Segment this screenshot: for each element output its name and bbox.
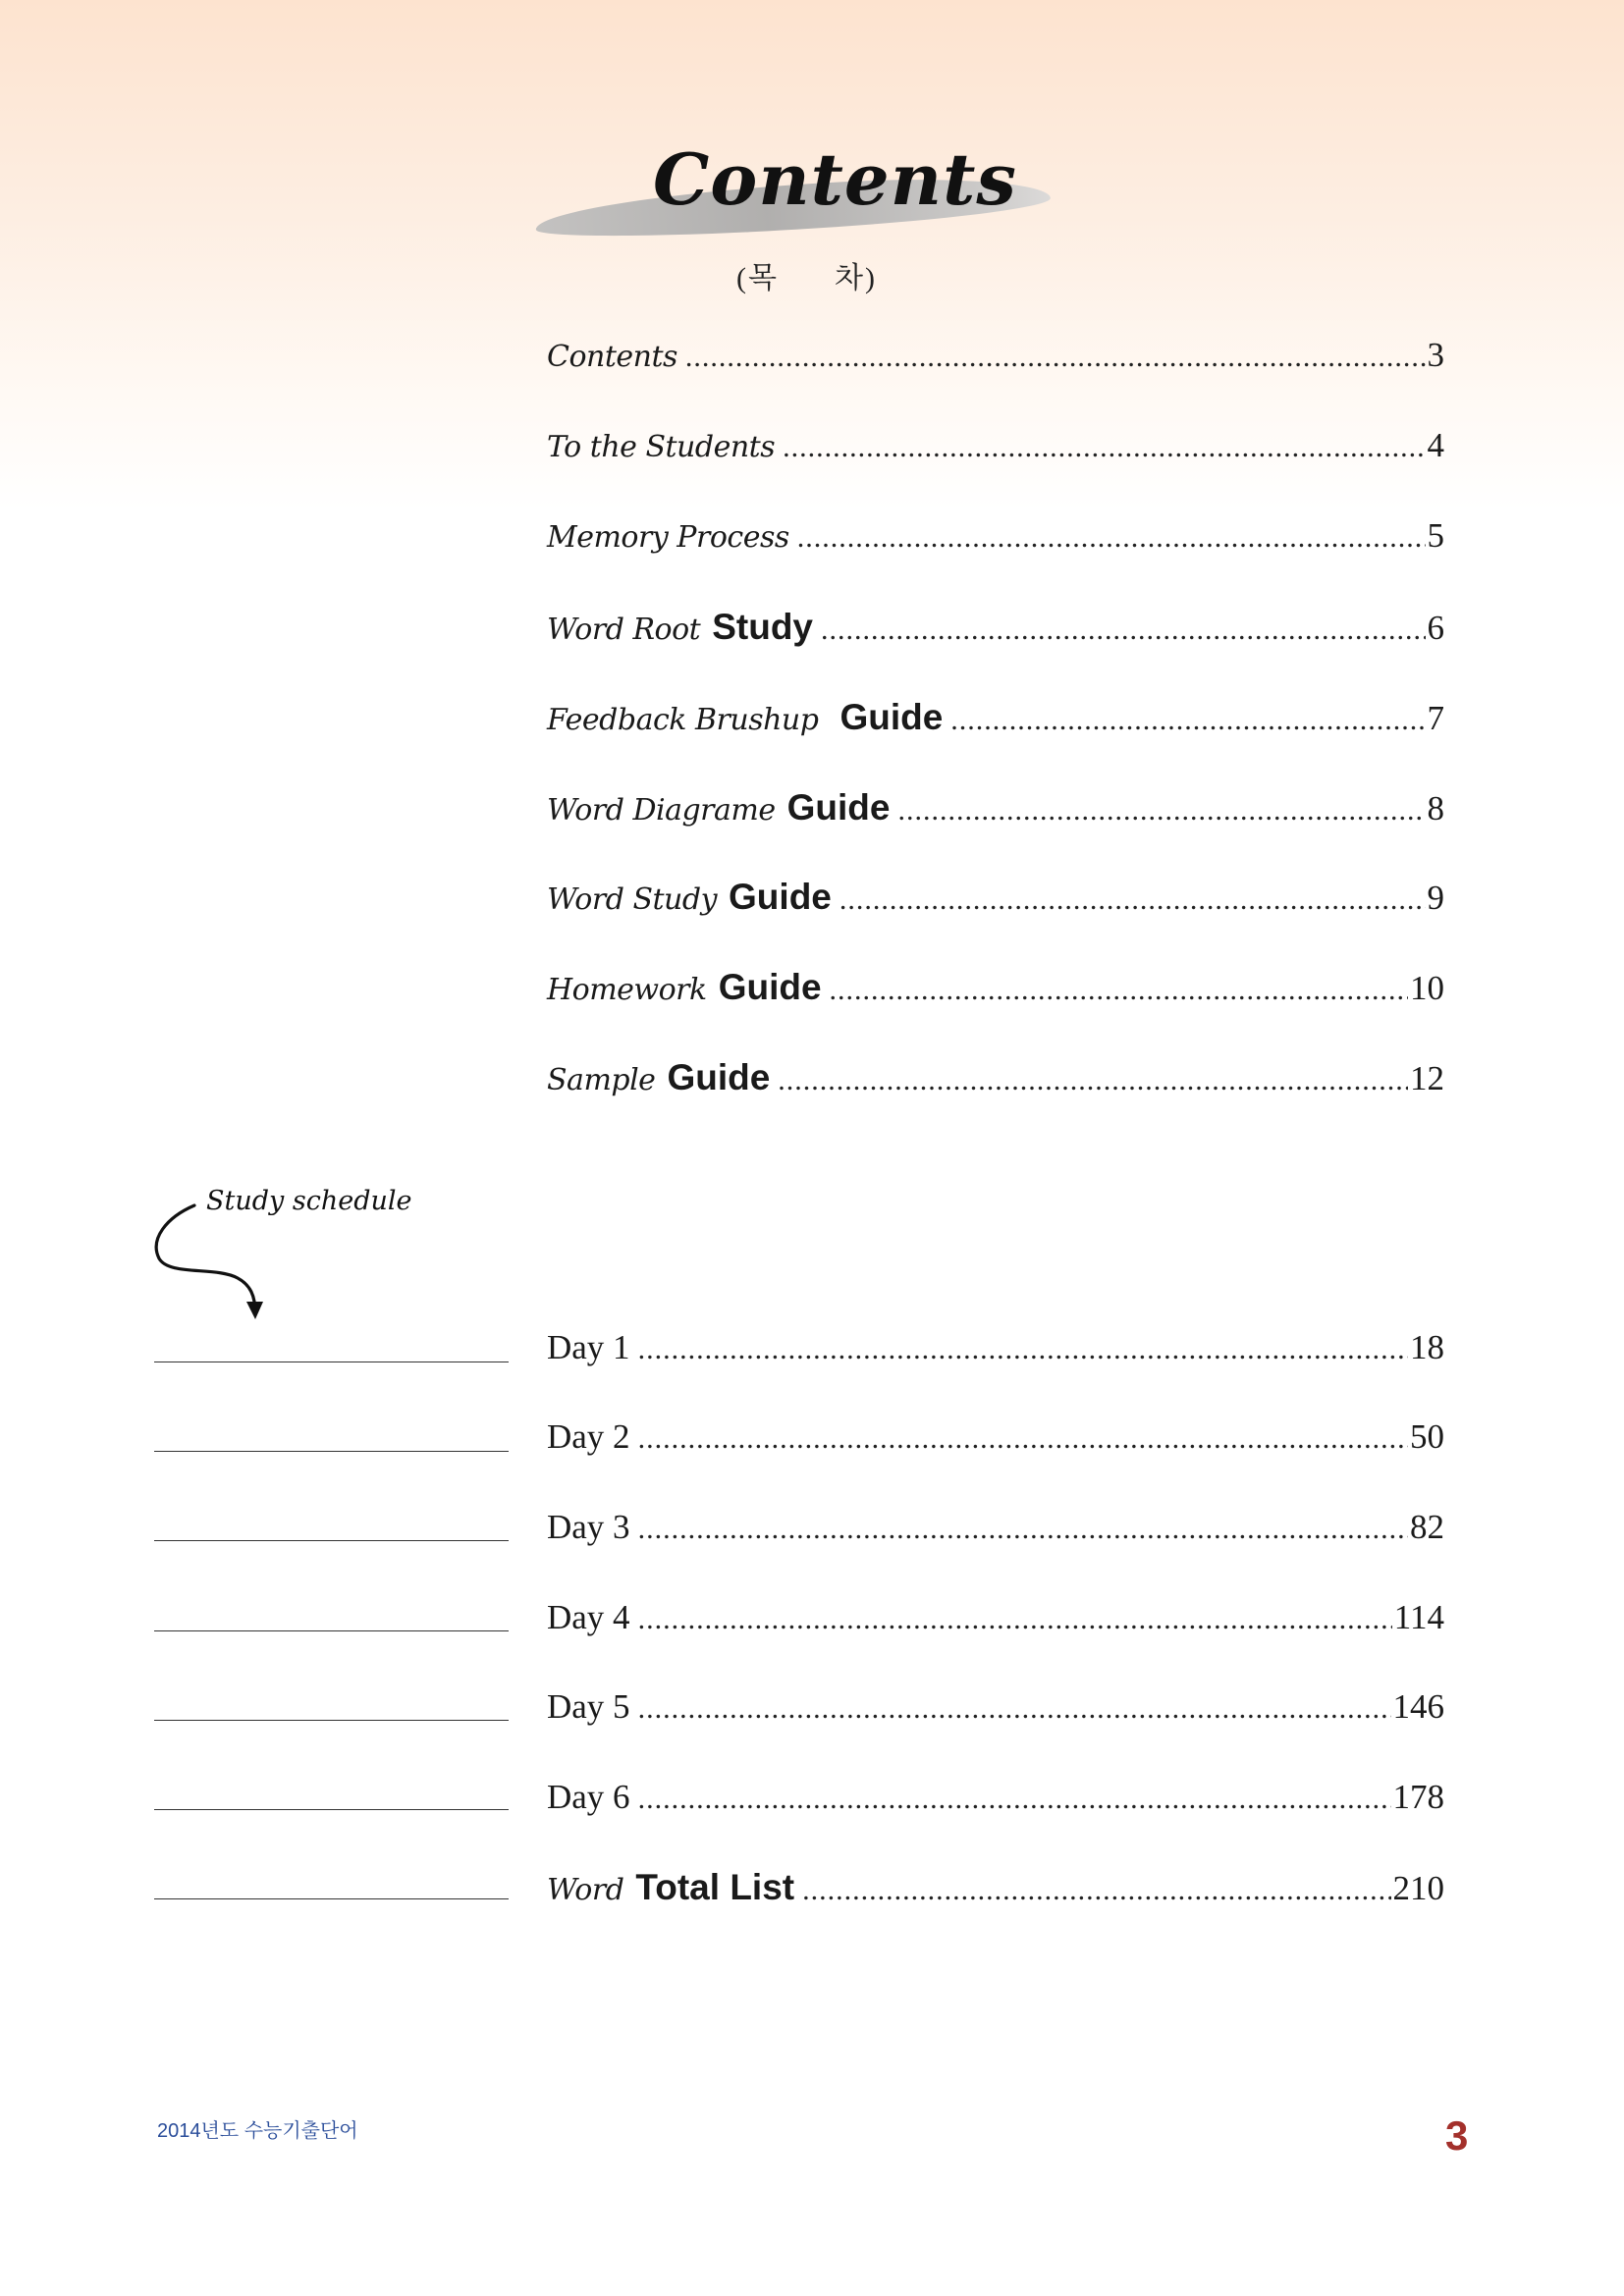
page-subtitle: (목 차) <box>736 262 877 294</box>
toc-entry-label-bold: Guide <box>839 697 944 737</box>
write-in-line[interactable] <box>154 1809 509 1810</box>
day-page: 178 <box>1392 1778 1444 1816</box>
curved-arrow-icon <box>147 1198 275 1325</box>
toc-entry-label-bold: Study <box>712 607 813 647</box>
final-entry-label: Word <box>547 1873 624 1907</box>
toc-entry[interactable] <box>547 787 1444 834</box>
toc-entry-label-bold: Guide <box>786 787 891 828</box>
toc-entry[interactable] <box>547 697 1444 744</box>
dot-leader <box>778 1064 1408 1097</box>
toc-entry[interactable] <box>547 516 1444 563</box>
schedule-entry[interactable] <box>547 1328 1444 1375</box>
day-page: 114 <box>1393 1598 1444 1636</box>
day-label: Day 5 <box>547 1687 630 1726</box>
toc-entry-page: 6 <box>1427 609 1444 647</box>
toc-entry[interactable] <box>547 426 1444 473</box>
schedule-entry[interactable] <box>547 1508 1444 1555</box>
dot-leader <box>802 1874 1390 1907</box>
day-page: 18 <box>1410 1328 1444 1366</box>
toc-entry[interactable] <box>547 1057 1444 1104</box>
dot-leader <box>830 974 1408 1007</box>
dot-leader <box>839 883 1426 917</box>
write-in-line[interactable] <box>154 1630 509 1631</box>
toc-entry-label-bold: Guide <box>718 967 822 1007</box>
schedule-entry[interactable] <box>547 1598 1444 1645</box>
day-label: Day 1 <box>547 1328 630 1366</box>
toc-entry[interactable] <box>547 967 1444 1014</box>
toc-entry-label: Memory Process <box>547 520 789 555</box>
study-schedule-label: Study schedule <box>206 1186 412 1216</box>
footer-page-number: 3 <box>1445 2112 1469 2159</box>
page-title: Contents <box>653 137 1017 221</box>
toc-entry[interactable] <box>547 607 1444 654</box>
toc-entry-page: 3 <box>1427 336 1444 374</box>
toc-entry-label: Homework <box>547 973 707 1007</box>
toc-entry[interactable] <box>547 877 1444 924</box>
toc-entry-page: 9 <box>1427 879 1444 917</box>
toc-entry-label: Sample <box>547 1063 656 1097</box>
dot-leader <box>950 704 1425 737</box>
write-in-line[interactable] <box>154 1898 509 1899</box>
schedule-entry[interactable] <box>547 1417 1444 1465</box>
toc-entry-label: Contents <box>547 340 677 374</box>
title-block <box>535 137 1056 245</box>
write-in-line[interactable] <box>154 1451 509 1452</box>
toc-entry-page: 7 <box>1427 699 1444 737</box>
day-label: Day 6 <box>547 1778 630 1816</box>
dot-leader <box>638 1513 1408 1546</box>
schedule-entry[interactable] <box>547 1778 1444 1825</box>
toc-entry-label: Feedback Brushup <box>547 703 819 737</box>
toc-entry[interactable] <box>547 336 1444 383</box>
dot-leader <box>638 1422 1408 1456</box>
toc-entry-label: Word Study <box>547 882 718 917</box>
write-in-line[interactable] <box>154 1720 509 1721</box>
toc-entry-page: 12 <box>1410 1059 1444 1097</box>
day-page: 82 <box>1410 1508 1444 1546</box>
toc-entry-label-bold: Guide <box>729 877 832 917</box>
toc-entry-page: 5 <box>1427 516 1444 555</box>
toc-entry-label: To the Students <box>547 430 776 464</box>
toc-entry-page: 8 <box>1427 789 1444 828</box>
dot-leader <box>638 1783 1391 1816</box>
toc-entry-label: Word Diagrame <box>547 793 776 828</box>
schedule-entry[interactable] <box>547 1687 1444 1735</box>
footer-book-title: 2014년도 수능기출단어 <box>157 2120 358 2142</box>
day-page: 50 <box>1410 1417 1444 1456</box>
toc-entry-label: Word Root <box>547 613 701 647</box>
dot-leader <box>797 521 1426 555</box>
dot-leader <box>897 794 1425 828</box>
toc-entry-page: 10 <box>1410 969 1444 1007</box>
day-label: Day 3 <box>547 1508 630 1546</box>
day-label: Day 4 <box>547 1598 630 1636</box>
dot-leader <box>685 341 1426 374</box>
day-page: 146 <box>1392 1687 1444 1726</box>
dot-leader <box>638 1603 1392 1636</box>
dot-leader <box>783 431 1425 464</box>
dot-leader <box>638 1692 1391 1726</box>
dot-leader <box>821 614 1426 647</box>
final-entry-label-bold: Total List <box>635 1867 795 1907</box>
dot-leader <box>638 1333 1408 1366</box>
day-label: Day 2 <box>547 1417 630 1456</box>
write-in-line[interactable] <box>154 1540 509 1541</box>
toc-entry-page: 4 <box>1427 426 1444 464</box>
toc-entry-label-bold: Guide <box>667 1057 771 1097</box>
final-entry-page: 210 <box>1392 1869 1444 1907</box>
schedule-entry[interactable] <box>547 1867 1444 1914</box>
